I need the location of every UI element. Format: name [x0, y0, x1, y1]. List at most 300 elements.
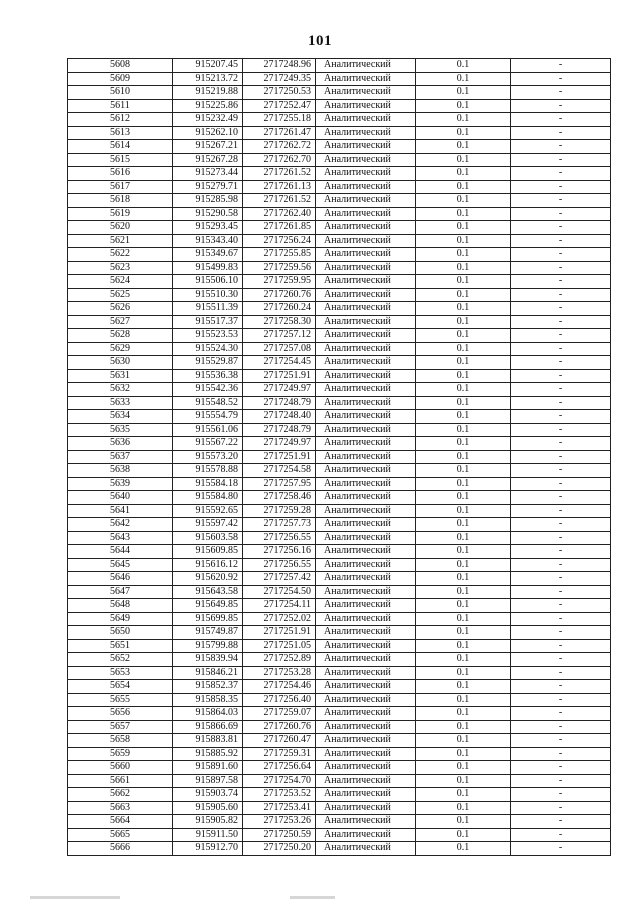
method-cell: Аналитический — [316, 491, 416, 505]
accuracy-cell: 0.1 — [416, 275, 511, 289]
x-coordinate-cell: 915864.03 — [173, 707, 243, 721]
table-row — [68, 558, 611, 572]
y-coordinate-cell: 2717260.47 — [243, 734, 316, 748]
point-number-cell: 5640 — [68, 491, 173, 505]
method-cell: Аналитический — [316, 369, 416, 383]
accuracy-cell: 0.1 — [416, 423, 511, 437]
point-number-cell: 5612 — [68, 113, 173, 127]
y-coordinate-cell: 2717254.45 — [243, 356, 316, 370]
y-coordinate-cell: 2717252.47 — [243, 99, 316, 113]
note-cell: - — [511, 207, 611, 221]
method-cell: Аналитический — [316, 275, 416, 289]
method-cell: Аналитический — [316, 693, 416, 707]
note-cell: - — [511, 612, 611, 626]
x-coordinate-cell: 915749.87 — [173, 626, 243, 640]
note-cell: - — [511, 518, 611, 532]
method-cell: Аналитический — [316, 86, 416, 100]
x-coordinate-cell: 915584.18 — [173, 477, 243, 491]
method-cell: Аналитический — [316, 207, 416, 221]
method-cell: Аналитический — [316, 653, 416, 667]
x-coordinate-cell: 915267.28 — [173, 153, 243, 167]
accuracy-cell: 0.1 — [416, 612, 511, 626]
point-number-cell: 5638 — [68, 464, 173, 478]
method-cell: Аналитический — [316, 504, 416, 518]
accuracy-cell: 0.1 — [416, 369, 511, 383]
accuracy-cell: 0.1 — [416, 86, 511, 100]
accuracy-cell: 0.1 — [416, 761, 511, 775]
point-number-cell: 5641 — [68, 504, 173, 518]
note-cell: - — [511, 680, 611, 694]
note-cell: - — [511, 234, 611, 248]
x-coordinate-cell: 915510.30 — [173, 288, 243, 302]
method-cell: Аналитический — [316, 815, 416, 829]
x-coordinate-cell: 915620.92 — [173, 572, 243, 586]
table-row — [68, 302, 611, 316]
y-coordinate-cell: 2717252.02 — [243, 612, 316, 626]
method-cell: Аналитический — [316, 140, 416, 154]
table-row — [68, 504, 611, 518]
note-cell: - — [511, 167, 611, 181]
accuracy-cell: 0.1 — [416, 545, 511, 559]
method-cell: Аналитический — [316, 396, 416, 410]
point-number-cell: 5644 — [68, 545, 173, 559]
x-coordinate-cell: 915885.92 — [173, 747, 243, 761]
x-coordinate-cell: 915279.71 — [173, 180, 243, 194]
scan-artifact — [30, 896, 120, 899]
x-coordinate-cell: 915897.58 — [173, 774, 243, 788]
y-coordinate-cell: 2717256.55 — [243, 558, 316, 572]
x-coordinate-cell: 915529.87 — [173, 356, 243, 370]
point-number-cell: 5622 — [68, 248, 173, 262]
point-number-cell: 5623 — [68, 261, 173, 275]
y-coordinate-cell: 2717257.73 — [243, 518, 316, 532]
x-coordinate-cell: 915290.58 — [173, 207, 243, 221]
y-coordinate-cell: 2717254.46 — [243, 680, 316, 694]
note-cell: - — [511, 423, 611, 437]
accuracy-cell: 0.1 — [416, 99, 511, 113]
y-coordinate-cell: 2717256.40 — [243, 693, 316, 707]
y-coordinate-cell: 2717257.12 — [243, 329, 316, 343]
table-row — [68, 599, 611, 613]
note-cell: - — [511, 572, 611, 586]
y-coordinate-cell: 2717262.72 — [243, 140, 316, 154]
accuracy-cell: 0.1 — [416, 450, 511, 464]
note-cell: - — [511, 558, 611, 572]
table-row — [68, 720, 611, 734]
method-cell: Аналитический — [316, 707, 416, 721]
accuracy-cell: 0.1 — [416, 315, 511, 329]
point-number-cell: 5614 — [68, 140, 173, 154]
scan-artifact — [290, 896, 335, 899]
point-number-cell: 5643 — [68, 531, 173, 545]
table-row — [68, 761, 611, 775]
point-number-cell: 5633 — [68, 396, 173, 410]
y-coordinate-cell: 2717254.58 — [243, 464, 316, 478]
y-coordinate-cell: 2717254.70 — [243, 774, 316, 788]
accuracy-cell: 0.1 — [416, 734, 511, 748]
x-coordinate-cell: 915912.70 — [173, 842, 243, 856]
y-coordinate-cell: 2717248.40 — [243, 410, 316, 424]
x-coordinate-cell: 915536.38 — [173, 369, 243, 383]
method-cell: Аналитический — [316, 383, 416, 397]
note-cell: - — [511, 788, 611, 802]
method-cell: Аналитический — [316, 518, 416, 532]
accuracy-cell: 0.1 — [416, 504, 511, 518]
x-coordinate-cell: 915616.12 — [173, 558, 243, 572]
method-cell: Аналитический — [316, 342, 416, 356]
point-number-cell: 5664 — [68, 815, 173, 829]
x-coordinate-cell: 915609.85 — [173, 545, 243, 559]
accuracy-cell: 0.1 — [416, 288, 511, 302]
y-coordinate-cell: 2717259.31 — [243, 747, 316, 761]
point-number-cell: 5656 — [68, 707, 173, 721]
x-coordinate-cell: 915517.37 — [173, 315, 243, 329]
note-cell: - — [511, 356, 611, 370]
method-cell: Аналитический — [316, 423, 416, 437]
table-row — [68, 842, 611, 856]
method-cell: Аналитический — [316, 72, 416, 86]
note-cell: - — [511, 194, 611, 208]
x-coordinate-cell: 915349.67 — [173, 248, 243, 262]
y-coordinate-cell: 2717257.08 — [243, 342, 316, 356]
method-cell: Аналитический — [316, 477, 416, 491]
point-number-cell: 5626 — [68, 302, 173, 316]
y-coordinate-cell: 2717250.59 — [243, 828, 316, 842]
x-coordinate-cell: 915232.49 — [173, 113, 243, 127]
note-cell: - — [511, 693, 611, 707]
accuracy-cell: 0.1 — [416, 383, 511, 397]
method-cell: Аналитический — [316, 801, 416, 815]
method-cell: Аналитический — [316, 639, 416, 653]
point-number-cell: 5621 — [68, 234, 173, 248]
point-number-cell: 5634 — [68, 410, 173, 424]
table-row — [68, 126, 611, 140]
x-coordinate-cell: 915225.86 — [173, 99, 243, 113]
note-cell: - — [511, 761, 611, 775]
method-cell: Аналитический — [316, 153, 416, 167]
method-cell: Аналитический — [316, 666, 416, 680]
y-coordinate-cell: 2717259.95 — [243, 275, 316, 289]
y-coordinate-cell: 2717259.07 — [243, 707, 316, 721]
x-coordinate-cell: 915267.21 — [173, 140, 243, 154]
note-cell: - — [511, 504, 611, 518]
point-number-cell: 5660 — [68, 761, 173, 775]
x-coordinate-cell: 915905.82 — [173, 815, 243, 829]
note-cell: - — [511, 275, 611, 289]
table-row — [68, 693, 611, 707]
point-number-cell: 5665 — [68, 828, 173, 842]
note-cell: - — [511, 180, 611, 194]
y-coordinate-cell: 2717261.13 — [243, 180, 316, 194]
accuracy-cell: 0.1 — [416, 558, 511, 572]
accuracy-cell: 0.1 — [416, 788, 511, 802]
y-coordinate-cell: 2717249.35 — [243, 72, 316, 86]
accuracy-cell: 0.1 — [416, 707, 511, 721]
note-cell: - — [511, 329, 611, 343]
note-cell: - — [511, 59, 611, 73]
note-cell: - — [511, 248, 611, 262]
y-coordinate-cell: 2717252.89 — [243, 653, 316, 667]
y-coordinate-cell: 2717251.91 — [243, 369, 316, 383]
point-number-cell: 5618 — [68, 194, 173, 208]
table-row — [68, 221, 611, 235]
method-cell: Аналитический — [316, 774, 416, 788]
x-coordinate-cell: 915567.22 — [173, 437, 243, 451]
method-cell: Аналитический — [316, 194, 416, 208]
table-row — [68, 518, 611, 532]
table-row — [68, 383, 611, 397]
x-coordinate-cell: 915592.65 — [173, 504, 243, 518]
table-row — [68, 801, 611, 815]
accuracy-cell: 0.1 — [416, 599, 511, 613]
note-cell: - — [511, 720, 611, 734]
point-number-cell: 5617 — [68, 180, 173, 194]
table-row — [68, 275, 611, 289]
table-row — [68, 248, 611, 262]
y-coordinate-cell: 2717261.52 — [243, 167, 316, 181]
table-row — [68, 491, 611, 505]
method-cell: Аналитический — [316, 788, 416, 802]
table-row — [68, 639, 611, 653]
table-row — [68, 734, 611, 748]
table-row — [68, 288, 611, 302]
point-number-cell: 5615 — [68, 153, 173, 167]
x-coordinate-cell: 915561.06 — [173, 423, 243, 437]
method-cell: Аналитический — [316, 59, 416, 73]
x-coordinate-cell: 915905.60 — [173, 801, 243, 815]
y-coordinate-cell: 2717253.28 — [243, 666, 316, 680]
method-cell: Аналитический — [316, 720, 416, 734]
accuracy-cell: 0.1 — [416, 221, 511, 235]
x-coordinate-cell: 915524.30 — [173, 342, 243, 356]
y-coordinate-cell: 2717260.76 — [243, 288, 316, 302]
y-coordinate-cell: 2717260.24 — [243, 302, 316, 316]
y-coordinate-cell: 2717257.42 — [243, 572, 316, 586]
method-cell: Аналитический — [316, 288, 416, 302]
accuracy-cell: 0.1 — [416, 72, 511, 86]
note-cell: - — [511, 72, 611, 86]
point-number-cell: 5654 — [68, 680, 173, 694]
table-row — [68, 464, 611, 478]
x-coordinate-cell: 915858.35 — [173, 693, 243, 707]
y-coordinate-cell: 2717248.96 — [243, 59, 316, 73]
point-number-cell: 5653 — [68, 666, 173, 680]
accuracy-cell: 0.1 — [416, 518, 511, 532]
accuracy-cell: 0.1 — [416, 680, 511, 694]
method-cell: Аналитический — [316, 761, 416, 775]
accuracy-cell: 0.1 — [416, 356, 511, 370]
point-number-cell: 5661 — [68, 774, 173, 788]
table-row — [68, 828, 611, 842]
method-cell: Аналитический — [316, 113, 416, 127]
y-coordinate-cell: 2717251.91 — [243, 626, 316, 640]
method-cell: Аналитический — [316, 315, 416, 329]
note-cell: - — [511, 99, 611, 113]
y-coordinate-cell: 2717249.97 — [243, 383, 316, 397]
table-row — [68, 585, 611, 599]
accuracy-cell: 0.1 — [416, 666, 511, 680]
accuracy-cell: 0.1 — [416, 59, 511, 73]
y-coordinate-cell: 2717255.85 — [243, 248, 316, 262]
method-cell: Аналитический — [316, 734, 416, 748]
accuracy-cell: 0.1 — [416, 464, 511, 478]
x-coordinate-cell: 915699.85 — [173, 612, 243, 626]
x-coordinate-cell: 915883.81 — [173, 734, 243, 748]
x-coordinate-cell: 915499.83 — [173, 261, 243, 275]
x-coordinate-cell: 915542.36 — [173, 383, 243, 397]
method-cell: Аналитический — [316, 828, 416, 842]
method-cell: Аналитический — [316, 612, 416, 626]
accuracy-cell: 0.1 — [416, 180, 511, 194]
note-cell: - — [511, 86, 611, 100]
x-coordinate-cell: 915343.40 — [173, 234, 243, 248]
table-row — [68, 86, 611, 100]
y-coordinate-cell: 2717251.05 — [243, 639, 316, 653]
table-row — [68, 59, 611, 73]
point-number-cell: 5650 — [68, 626, 173, 640]
y-coordinate-cell: 2717248.79 — [243, 396, 316, 410]
point-number-cell: 5639 — [68, 477, 173, 491]
point-number-cell: 5609 — [68, 72, 173, 86]
accuracy-cell: 0.1 — [416, 126, 511, 140]
x-coordinate-cell: 915578.88 — [173, 464, 243, 478]
x-coordinate-cell: 915866.69 — [173, 720, 243, 734]
note-cell: - — [511, 342, 611, 356]
y-coordinate-cell: 2717257.95 — [243, 477, 316, 491]
point-number-cell: 5636 — [68, 437, 173, 451]
table-row — [68, 477, 611, 491]
table-row — [68, 329, 611, 343]
point-number-cell: 5649 — [68, 612, 173, 626]
x-coordinate-cell: 915852.37 — [173, 680, 243, 694]
table-row — [68, 572, 611, 586]
method-cell: Аналитический — [316, 626, 416, 640]
x-coordinate-cell: 915839.94 — [173, 653, 243, 667]
table-row — [68, 396, 611, 410]
accuracy-cell: 0.1 — [416, 261, 511, 275]
note-cell: - — [511, 666, 611, 680]
method-cell: Аналитический — [316, 842, 416, 856]
accuracy-cell: 0.1 — [416, 248, 511, 262]
method-cell: Аналитический — [316, 261, 416, 275]
table-row — [68, 450, 611, 464]
point-number-cell: 5619 — [68, 207, 173, 221]
point-number-cell: 5655 — [68, 693, 173, 707]
x-coordinate-cell: 915293.45 — [173, 221, 243, 235]
table-row — [68, 788, 611, 802]
accuracy-cell: 0.1 — [416, 815, 511, 829]
note-cell: - — [511, 437, 611, 451]
table-row — [68, 707, 611, 721]
point-number-cell: 5652 — [68, 653, 173, 667]
note-cell: - — [511, 140, 611, 154]
note-cell: - — [511, 383, 611, 397]
note-cell: - — [511, 288, 611, 302]
coordinates-table — [67, 58, 611, 856]
point-number-cell: 5658 — [68, 734, 173, 748]
x-coordinate-cell: 915207.45 — [173, 59, 243, 73]
table-row — [68, 113, 611, 127]
method-cell: Аналитический — [316, 531, 416, 545]
note-cell: - — [511, 774, 611, 788]
table-row — [68, 153, 611, 167]
method-cell: Аналитический — [316, 329, 416, 343]
table-row — [68, 261, 611, 275]
accuracy-cell: 0.1 — [416, 639, 511, 653]
table-row — [68, 99, 611, 113]
note-cell: - — [511, 315, 611, 329]
method-cell: Аналитический — [316, 302, 416, 316]
x-coordinate-cell: 915584.80 — [173, 491, 243, 505]
accuracy-cell: 0.1 — [416, 572, 511, 586]
point-number-cell: 5627 — [68, 315, 173, 329]
point-number-cell: 5629 — [68, 342, 173, 356]
accuracy-cell: 0.1 — [416, 140, 511, 154]
accuracy-cell: 0.1 — [416, 302, 511, 316]
accuracy-cell: 0.1 — [416, 410, 511, 424]
accuracy-cell: 0.1 — [416, 842, 511, 856]
table-row — [68, 410, 611, 424]
x-coordinate-cell: 915523.53 — [173, 329, 243, 343]
note-cell: - — [511, 531, 611, 545]
accuracy-cell: 0.1 — [416, 747, 511, 761]
y-coordinate-cell: 2717260.76 — [243, 720, 316, 734]
method-cell: Аналитический — [316, 167, 416, 181]
point-number-cell: 5611 — [68, 99, 173, 113]
table-row — [68, 167, 611, 181]
point-number-cell: 5637 — [68, 450, 173, 464]
x-coordinate-cell: 915799.88 — [173, 639, 243, 653]
method-cell: Аналитический — [316, 558, 416, 572]
accuracy-cell: 0.1 — [416, 693, 511, 707]
table-row — [68, 234, 611, 248]
note-cell: - — [511, 464, 611, 478]
x-coordinate-cell: 915911.50 — [173, 828, 243, 842]
table-row — [68, 680, 611, 694]
table-body — [68, 59, 611, 856]
accuracy-cell: 0.1 — [416, 585, 511, 599]
x-coordinate-cell: 915262.10 — [173, 126, 243, 140]
accuracy-cell: 0.1 — [416, 396, 511, 410]
accuracy-cell: 0.1 — [416, 653, 511, 667]
y-coordinate-cell: 2717261.47 — [243, 126, 316, 140]
point-number-cell: 5631 — [68, 369, 173, 383]
x-coordinate-cell: 915506.10 — [173, 275, 243, 289]
accuracy-cell: 0.1 — [416, 329, 511, 343]
accuracy-cell: 0.1 — [416, 153, 511, 167]
point-number-cell: 5651 — [68, 639, 173, 653]
y-coordinate-cell: 2717254.50 — [243, 585, 316, 599]
table-row — [68, 531, 611, 545]
note-cell: - — [511, 261, 611, 275]
y-coordinate-cell: 2717259.28 — [243, 504, 316, 518]
note-cell: - — [511, 545, 611, 559]
accuracy-cell: 0.1 — [416, 626, 511, 640]
y-coordinate-cell: 2717253.41 — [243, 801, 316, 815]
point-number-cell: 5610 — [68, 86, 173, 100]
x-coordinate-cell: 915273.44 — [173, 167, 243, 181]
x-coordinate-cell: 915548.52 — [173, 396, 243, 410]
point-number-cell: 5620 — [68, 221, 173, 235]
note-cell: - — [511, 491, 611, 505]
note-cell: - — [511, 842, 611, 856]
accuracy-cell: 0.1 — [416, 207, 511, 221]
note-cell: - — [511, 599, 611, 613]
table-row — [68, 545, 611, 559]
accuracy-cell: 0.1 — [416, 437, 511, 451]
method-cell: Аналитический — [316, 585, 416, 599]
table-row — [68, 774, 611, 788]
